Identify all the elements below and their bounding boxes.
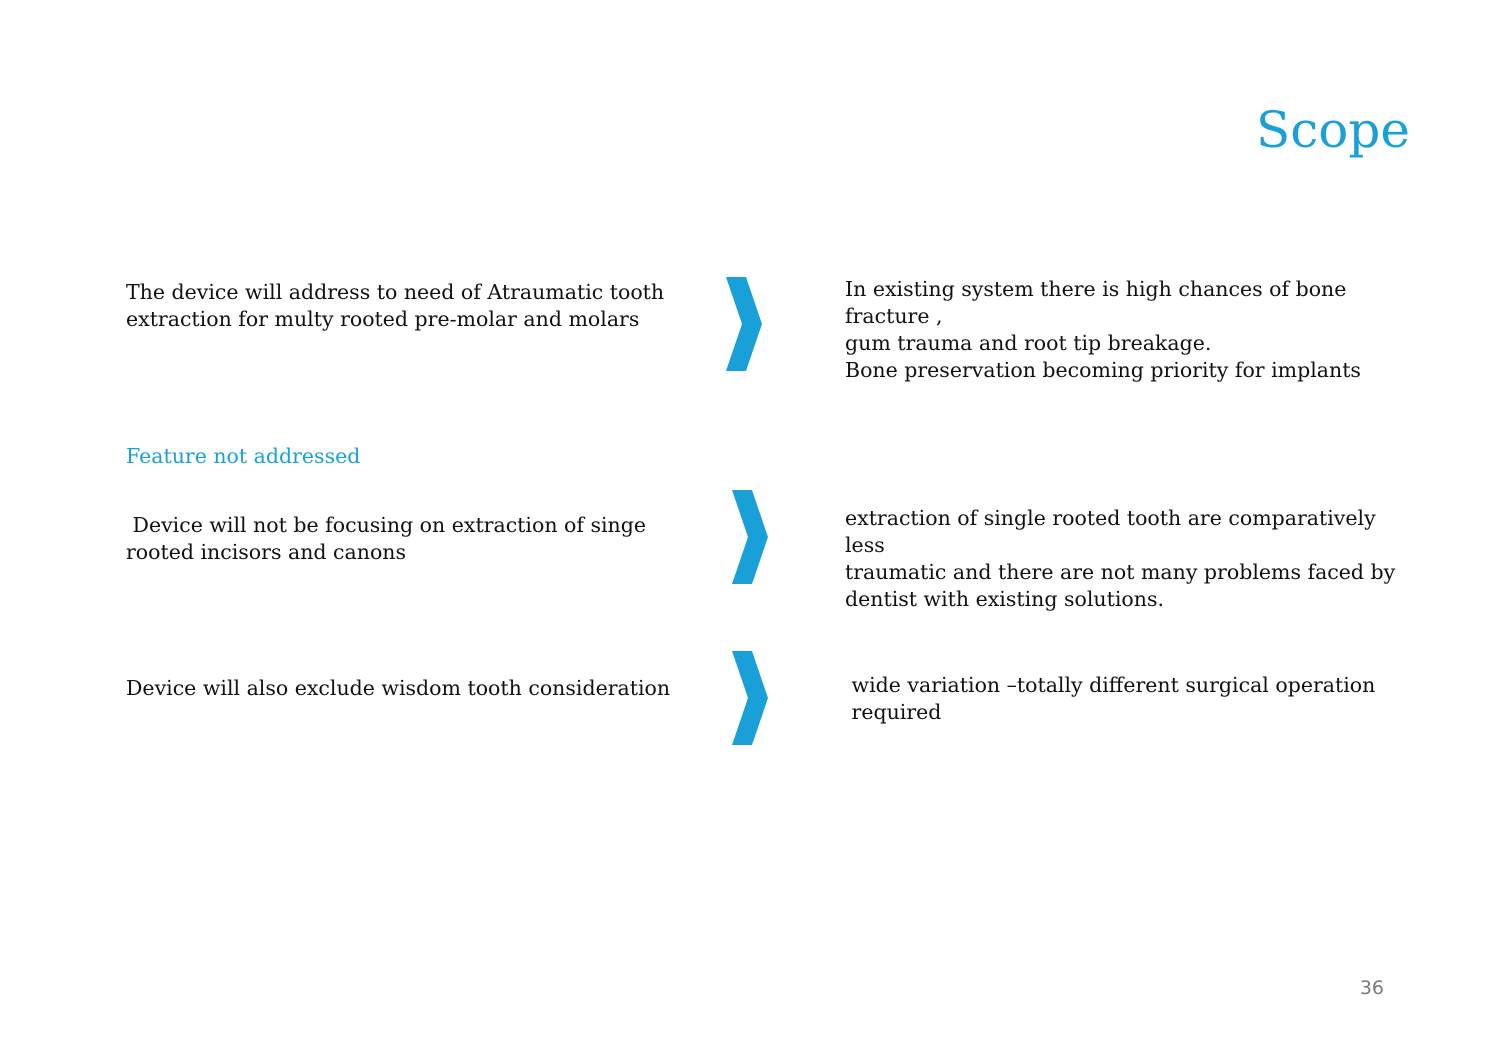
- scope-row-2-left: Device will not be focusing on extraction of singe rooted incisors and canons: [126, 513, 647, 564]
- scope-row-3-right: [845, 672, 1415, 726]
- scope-row-1-right: [845, 276, 1415, 384]
- scope-row-1-left: The device will address to need of Atraumatic tooth extraction for multy rooted pre-molar and molars: [126, 280, 665, 331]
- scope-row-3-right-line-2: required: [845, 700, 942, 724]
- page-number: 36: [1359, 977, 1384, 999]
- scope-row-2-right: [845, 505, 1415, 613]
- scope-row-2-right-line-1: extraction of single rooted tooth are comparatively less: [845, 506, 1376, 557]
- scope-row-2-right-line-3: dentist with existing solutions.: [845, 587, 1164, 611]
- scope-row-1-right-line-3: Bone preservation becoming priority for implants: [845, 358, 1361, 382]
- slide-title: Scope: [1256, 101, 1410, 159]
- section-label-not-addressed: Feature not addressed: [126, 444, 361, 468]
- chevron-right-icon: [732, 490, 772, 584]
- scope-row-3-right-line-1: wide variation –totally different surgical operation: [845, 673, 1376, 697]
- scope-row-1-right-line-1: In existing system there is high chances of bone fracture ,: [845, 277, 1347, 328]
- chevron-right-icon: [726, 277, 766, 371]
- scope-row-1-right-line-2: gum trauma and root tip breakage.: [845, 331, 1212, 355]
- chevron-right-icon: [732, 651, 772, 745]
- scope-row-2-right-line-2: traumatic and there are not many problems faced by: [845, 560, 1396, 584]
- scope-row-3-left: Device will also exclude wisdom tooth consideration: [126, 676, 671, 700]
